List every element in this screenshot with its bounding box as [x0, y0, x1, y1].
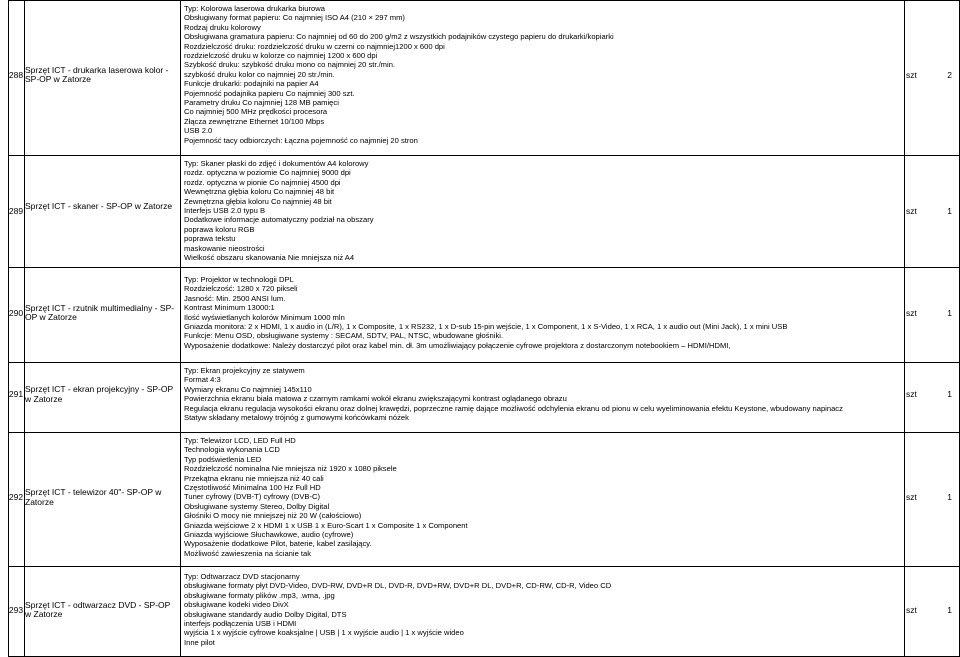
specification-line: Dodatkowe informacje automatyczny podział na obszary [184, 215, 374, 225]
specification-line: Typ: Telewizor LCD, LED Full HD [184, 436, 296, 445]
specification-line: obsługiwane standardy audio Dolby Digital, DTS [184, 609, 347, 619]
row-specification [184, 436, 894, 558]
row-item-name: Sprzęt ICT - odtwarzacz DVD - SP-OP w Zatorze [25, 599, 171, 620]
specification-line: Wymiary ekranu Co najmniej 145x110 [184, 384, 312, 394]
specification-line: Format 4:3 [184, 375, 221, 385]
row-border [8, 566, 960, 567]
row-number: 293 [8, 604, 24, 615]
row-number: 290 [8, 307, 24, 318]
specification-line: Szybkość druku: szybkość druku mono co najmniej 20 str./min. [184, 60, 396, 70]
row-item-name: Sprzęt ICT - rzutnik multimedialny - SP-OP w Zatorze [25, 302, 175, 323]
row-quantity: 1 [947, 604, 952, 615]
row-quantity: 1 [947, 389, 952, 400]
specification-line: Funkcje drukarki: podajniki na papier A4 [184, 79, 319, 89]
specification-line: maskowanie nieostrości [184, 243, 265, 253]
specification-line: Typ: Ekran projekcyjny ze statywem [184, 366, 305, 375]
specification-line: Kontrast Minimum 13000:1 [184, 303, 275, 313]
specification-line: Typ: Projektor w technologii DPL [184, 275, 294, 284]
specification-line: rozdzielczość druku w kolorze co najmniej 1200 x 600 dpi [184, 51, 378, 61]
specification-line: Obsługiwana gramatura papieru: Co najmniej od 60 do 200 g/m2 z wszystkich podajników czystego papieru do drukarki/kopiarki [184, 32, 614, 42]
specification-line: Typ podświetlenia LED [184, 454, 262, 464]
specification-line: Zewnętrzna głębia koloru Co najmniej 48 bit [184, 196, 332, 206]
specification-line: USB 2.0 [184, 126, 213, 136]
specification-line: interfejs podłączenia USB i HDMI [184, 619, 297, 629]
row-number: 291 [8, 389, 24, 400]
specification-line: Typ: Skaner płaski do zdjęć i dokumentów A4 kolorowy [184, 159, 369, 168]
row-border [8, 155, 960, 156]
row-unit: szt [906, 492, 917, 503]
row-quantity: 1 [947, 492, 952, 503]
specification-line: poprawa koloru RGB [184, 224, 255, 234]
row-specification [184, 366, 894, 422]
specification-line: Regulacja ekranu regulacja wysokości ekranu oraz dolnej krawędzi, poprzeczne ramię dające możliwość odchylenia ekranu od pionu w celu wyeliminowania efektu Keystone, wbudowany napinacz [184, 403, 843, 413]
row-specification [184, 275, 894, 350]
specification-line: Typ: Odtwarzacz DVD stacjonarny [184, 572, 300, 581]
row-border [8, 267, 960, 268]
row-item-name: Sprzęt ICT - ekran projekcyjny - SP-OP w Zatorze [25, 384, 174, 404]
specification-line: obsługiwane formaty plików .mp3, .wma, .jpg [184, 590, 335, 600]
row-border [8, 432, 960, 433]
specification-line: Przekątna ekranu nie mniejsza niż 40 cali [184, 473, 324, 483]
column-border [24, 0, 25, 656]
specification-line: Rozdzielczość druku: rozdzielczość druku w czerni co najmniej1200 x 600 dpi [184, 41, 445, 51]
specification-line: Wewnętrzna głębia koloru Co najmniej 48 bit [184, 187, 335, 197]
row-unit: szt [906, 604, 917, 615]
row-quantity: 2 [947, 69, 952, 80]
specification-line: Inne pilot [184, 637, 215, 647]
specification-line: Rodzaj druku kolorowy [184, 22, 261, 32]
row-unit: szt [906, 69, 917, 80]
row-specification [184, 159, 894, 262]
specification-line: Technologia wykonania LCD [184, 445, 280, 455]
column-border [8, 0, 9, 656]
column-border [904, 0, 905, 656]
specification-line: Wyposażenie dodatkowe Pilot, baterie, kabel zasilający. [184, 539, 372, 549]
specification-line: Częstotliwość Minimalna 100 Hz Full HD [184, 483, 321, 493]
specification-line: Obsługiwane systemy Stereo, Dolby Digital [184, 501, 330, 511]
row-quantity: 1 [947, 205, 952, 216]
row-item-name: Sprzęt ICT - drukarka laserowa kolor - SP-OP w Zatorze [25, 64, 169, 84]
specification-line: rozdz. optyczna w pionie Co najmniej 4500 dpi [184, 177, 341, 187]
specification-line: Jasność: Min. 2500 ANSI lum. [184, 293, 286, 303]
specification-line: Gniazda wyjściowe Słuchawkowe, audio (cyfrowe) [184, 530, 354, 540]
row-specification [184, 572, 894, 647]
row-border [8, 362, 960, 363]
specification-line: Typ: Kolorowa laserowa drukarka biurowa [184, 4, 325, 13]
specification-line: Możliwość zawieszenia na ścianie tak [184, 548, 312, 558]
specification-line: Co najmniej 500 MHz prędkości procesora [184, 107, 328, 117]
specification-line: Wielkość obszaru skanowania Nie mniejsza niż A4 [184, 253, 355, 263]
row-quantity: 1 [947, 307, 952, 318]
column-border [180, 0, 181, 656]
specification-line: wyjścia 1 x wyjście cyfrowe koaksjalne | USB | 1 x wyjście audio | 1 x wyjście wideo [184, 628, 464, 638]
specification-line: Tuner cyfrowy (DVB-T) cyfrowy (DVB-C) [184, 492, 320, 502]
specification-line: Obsługiwany format papieru: Co najmniej ISO A4 (210 × 297 mm) [184, 13, 405, 23]
specification-line: obsługiwane kodeki video DivX [184, 600, 289, 610]
specification-line: Parametry druku Co najmniej 128 MB pamięci [184, 98, 339, 108]
specification-line: poprawa tekstu [184, 234, 236, 244]
specification-line: Statyw składany metalowy trójnóg z gumowymi końcówkami nóżek [184, 413, 409, 423]
row-item-name: Sprzęt ICT - telewizor 40"- SP-OP w Zatorze [25, 487, 162, 507]
specification-line: Pojemność tacy odbiorczych: Łączna pojemność co najmniej 20 stron [184, 135, 418, 145]
specification-line: Wyposażenie dodatkowe: Należy dostarczyć pilot oraz kabel min. dł. 3m umożliwiający połączenie cyfrowe projektora z dostarczonym notebookiem – HDMI/HDMI, [184, 340, 731, 350]
specification-line: Rozdzielczość nominalna Nie mniejsza niż 1920 x 1080 piksele [184, 464, 397, 474]
specification-line: Powierzchnia ekranu biała matowa z czarnym ramkami wokół ekranu zwiększającymi kontrast oglądanego obrazu [184, 394, 567, 404]
specification-line: obsługiwane formaty płyt DVD-Video, DVD-RW, DVD+R DL, DVD-R, DVD+RW, DVD+R DL, DVD+R, CD-RW, CD-R, Video CD [184, 581, 612, 591]
specification-line: rozdz. optyczna w poziomie Co najmniej 9000 dpi [184, 168, 351, 178]
specification-line: Pojemność podajnika papieru Co najmniej 300 szt. [184, 88, 355, 98]
row-border [8, 0, 960, 1]
row-item-name: Sprzęt ICT - skaner - SP-OP w Zatorze [25, 200, 173, 211]
row-unit: szt [906, 389, 917, 400]
specification-line: Rozdzielczość: 1280 x 720 pikseli [184, 284, 298, 294]
specification-line: Gniazda monitora: 2 x HDMI, 1 x audio in (L/R), 1 x Composite, 1 x RS232, 1 x D-sub 15-pin wejście, 1 x Component, 1 x S-Video, 1 x RCA, 1 x audio out (Mini Jack), 1 x mini USB [184, 322, 788, 332]
row-unit: szt [906, 307, 917, 318]
row-number: 288 [8, 69, 24, 80]
specification-line: szybkość druku kolor co najmniej 20 str./min. [184, 69, 335, 79]
specification-line: Złącza zewnętrzne Ethernet 10/100 Mbps [184, 116, 325, 126]
specification-line: Interfejs USB 2.0 typu B [184, 206, 266, 216]
row-number: 292 [8, 492, 24, 503]
specification-line: Gniazda wejściowe 2 x HDMI 1 x USB 1 x Euro-Scart 1 x Composite 1 x Component [184, 520, 468, 530]
row-specification [184, 4, 894, 145]
specification-line: Funkcje: Menu OSD, obsługiwane systemy : SECAM, SDTV, PAL, NTSC, wbudowane głośniki. [184, 331, 504, 341]
specification-line: Głośniki O mocy nie mniejszej niż 20 W (całościowo) [184, 511, 362, 521]
specification-line: Ilość wyświetlanych kolorów Minimum 1000 mln [184, 312, 345, 322]
row-unit: szt [906, 205, 917, 216]
row-number: 289 [8, 205, 24, 216]
